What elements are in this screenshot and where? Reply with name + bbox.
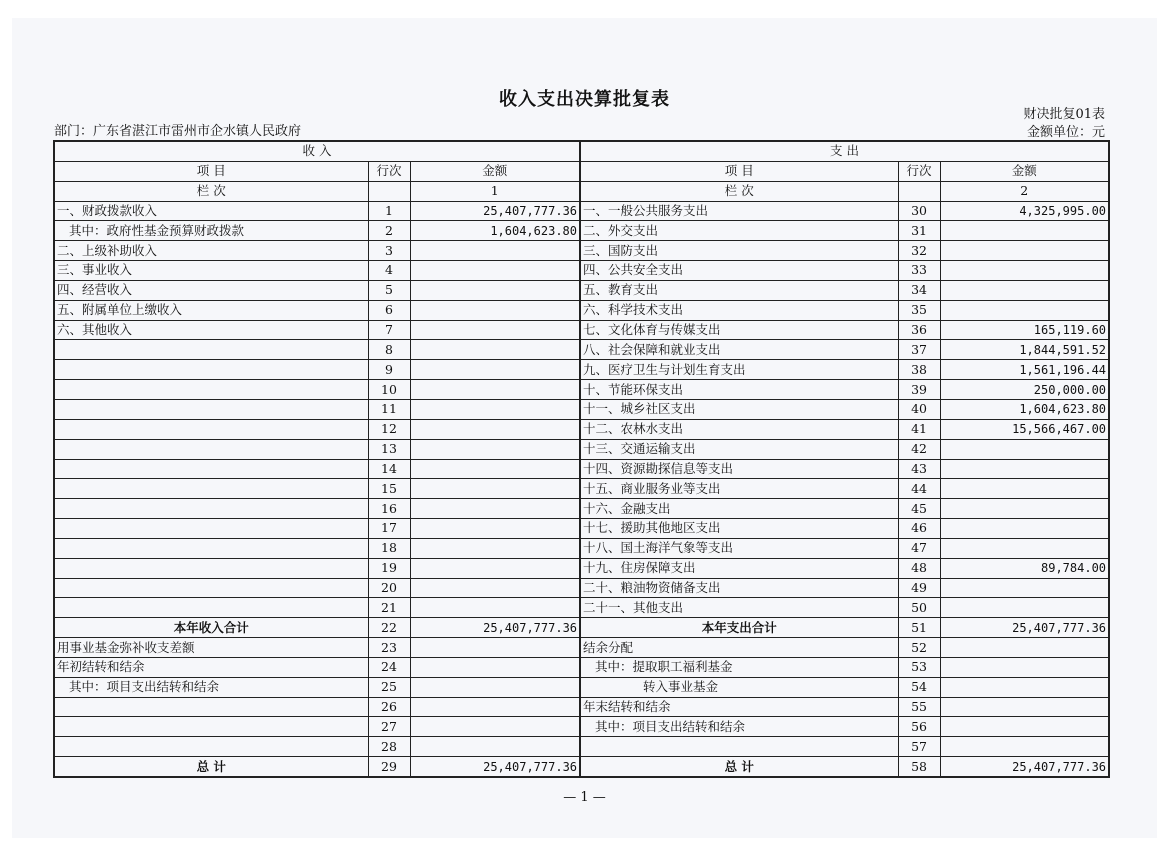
expense-amount-cell: 4,325,995.00 (940, 201, 1109, 221)
income-rowno-cell: 9 (368, 360, 410, 380)
income-item-cell: 一、财政拨款收入 (54, 201, 368, 221)
expense-rowno-cell: 39 (898, 380, 940, 400)
expense-rowno-cell: 49 (898, 578, 940, 598)
expense-item-cell: 十五、商业服务业等支出 (580, 479, 898, 499)
income-amount-cell: 1,604,623.80 (410, 221, 580, 241)
table-row (54, 757, 1109, 777)
income-rowno-header: 行次 (368, 161, 410, 181)
expense-item-cell: 本年支出合计 (580, 618, 898, 638)
income-item-cell (54, 697, 368, 717)
expense-rowno-cell: 42 (898, 439, 940, 459)
form-id: 财决批复01表 (1023, 107, 1105, 122)
table-row (54, 320, 1109, 340)
expense-rowno-cell: 30 (898, 201, 940, 221)
income-amount-cell (410, 261, 580, 281)
income-item-cell (54, 399, 368, 419)
expense-amount-cell: 165,119.60 (940, 320, 1109, 340)
expense-rowno-cell: 58 (898, 757, 940, 777)
income-column-blank (368, 181, 410, 201)
expense-rowno-cell: 54 (898, 677, 940, 697)
expense-amount-cell (940, 598, 1109, 618)
income-rowno-cell: 8 (368, 340, 410, 360)
table-row (54, 697, 1109, 717)
expense-item-cell: 十七、援助其他地区支出 (580, 519, 898, 539)
expense-amount-cell (940, 439, 1109, 459)
expense-item-cell (580, 737, 898, 757)
income-amount-cell (410, 558, 580, 578)
table-row (54, 519, 1109, 539)
table-row (54, 558, 1109, 578)
table-row (54, 340, 1109, 360)
expense-amount-cell (940, 737, 1109, 757)
expense-amount-cell (940, 280, 1109, 300)
table-row (54, 459, 1109, 479)
expense-amount-cell (940, 459, 1109, 479)
expense-header: 支 出 (580, 141, 1109, 161)
income-rowno-cell: 12 (368, 419, 410, 439)
table-row (54, 399, 1109, 419)
income-amount-cell (410, 657, 580, 677)
table-row (54, 638, 1109, 658)
expense-item-cell: 结余分配 (580, 638, 898, 658)
income-rowno-cell: 22 (368, 618, 410, 638)
expense-rowno-cell: 56 (898, 717, 940, 737)
income-item-cell: 其中：项目支出结转和结余 (54, 677, 368, 697)
income-rowno-cell: 11 (368, 399, 410, 419)
income-amount-cell (410, 677, 580, 697)
income-rowno-cell: 7 (368, 320, 410, 340)
expense-item-cell: 其中：提取职工福利基金 (580, 657, 898, 677)
page-number: — 1 — (563, 790, 606, 805)
expense-item-cell: 四、公共安全支出 (580, 261, 898, 281)
table-row (54, 380, 1109, 400)
income-rowno-cell: 4 (368, 261, 410, 281)
income-amount-cell (410, 399, 580, 419)
expense-rowno-cell: 33 (898, 261, 940, 281)
income-item-cell: 总 计 (54, 757, 368, 777)
income-amount-cell (410, 538, 580, 558)
expense-rowno-cell: 48 (898, 558, 940, 578)
expense-item-cell: 二、外交支出 (580, 221, 898, 241)
income-amount-cell (410, 697, 580, 717)
income-item-cell (54, 439, 368, 459)
income-amount-cell (410, 360, 580, 380)
expense-rowno-cell: 34 (898, 280, 940, 300)
expense-item-cell: 十二、农林水支出 (580, 419, 898, 439)
income-item-cell (54, 459, 368, 479)
expense-amount-cell: 250,000.00 (940, 380, 1109, 400)
expense-rowno-cell: 37 (898, 340, 940, 360)
department-label: 部门：广东省湛江市雷州市企水镇人民政府 (54, 124, 302, 139)
table-row (54, 241, 1109, 261)
income-rowno-cell: 23 (368, 638, 410, 658)
income-header: 收 入 (54, 141, 580, 161)
table-row (54, 360, 1109, 380)
table-row (54, 578, 1109, 598)
header-row-sections (54, 141, 1109, 161)
expense-amount-header: 金额 (940, 161, 1109, 181)
table-row (54, 280, 1109, 300)
expense-rowno-cell: 44 (898, 479, 940, 499)
income-item-cell: 本年收入合计 (54, 618, 368, 638)
income-rowno-cell: 29 (368, 757, 410, 777)
income-amount-cell: 25,407,777.36 (410, 201, 580, 221)
income-item-cell: 其中：政府性基金预算财政拨款 (54, 221, 368, 241)
expense-amount-cell: 89,784.00 (940, 558, 1109, 578)
income-rowno-cell: 28 (368, 737, 410, 757)
expense-item-cell: 二十一、其他支出 (580, 598, 898, 618)
income-item-cell (54, 380, 368, 400)
income-amount-cell: 25,407,777.36 (410, 618, 580, 638)
income-rowno-cell: 26 (368, 697, 410, 717)
income-item-cell (54, 578, 368, 598)
income-item-cell: 二、上级补助收入 (54, 241, 368, 261)
expense-rowno-cell: 51 (898, 618, 940, 638)
income-amount-cell (410, 419, 580, 439)
income-item-cell: 用事业基金弥补收支差额 (54, 638, 368, 658)
table-row (54, 300, 1109, 320)
income-amount-cell (410, 300, 580, 320)
income-item-cell (54, 519, 368, 539)
expense-column-label: 栏 次 (580, 181, 898, 201)
expense-item-cell: 十八、国土海洋气象等支出 (580, 538, 898, 558)
expense-rowno-header: 行次 (898, 161, 940, 181)
expense-rowno-cell: 32 (898, 241, 940, 261)
income-item-cell (54, 598, 368, 618)
income-amount-cell (410, 578, 580, 598)
expense-amount-cell (940, 519, 1109, 539)
expense-amount-cell (940, 538, 1109, 558)
expense-amount-cell (940, 241, 1109, 261)
expense-amount-cell: 25,407,777.36 (940, 757, 1109, 777)
table-row (54, 261, 1109, 281)
income-amount-cell (410, 638, 580, 658)
table-row (54, 221, 1109, 241)
income-amount-cell (410, 737, 580, 757)
income-rowno-cell: 27 (368, 717, 410, 737)
income-rowno-cell: 18 (368, 538, 410, 558)
income-amount-cell (410, 241, 580, 261)
income-rowno-cell: 16 (368, 499, 410, 519)
expense-column-number: 2 (940, 181, 1109, 201)
expense-item-cell: 二十、粮油物资储备支出 (580, 578, 898, 598)
income-amount-cell (410, 340, 580, 360)
income-amount-cell (410, 280, 580, 300)
income-amount-cell (410, 459, 580, 479)
income-rowno-cell: 21 (368, 598, 410, 618)
income-item-cell (54, 340, 368, 360)
expense-rowno-cell: 55 (898, 697, 940, 717)
income-item-cell (54, 499, 368, 519)
expense-rowno-cell: 53 (898, 657, 940, 677)
expense-rowno-cell: 35 (898, 300, 940, 320)
expense-item-cell: 十六、金融支出 (580, 499, 898, 519)
expense-rowno-cell: 31 (898, 221, 940, 241)
income-item-cell (54, 717, 368, 737)
expense-amount-cell: 1,561,196.44 (940, 360, 1109, 380)
expense-item-cell: 十、节能环保支出 (580, 380, 898, 400)
table-row (54, 618, 1109, 638)
income-amount-cell: 25,407,777.36 (410, 757, 580, 777)
income-rowno-cell: 13 (368, 439, 410, 459)
income-item-cell: 四、经营收入 (54, 280, 368, 300)
income-rowno-cell: 1 (368, 201, 410, 221)
expense-item-cell: 十三、交通运输支出 (580, 439, 898, 459)
income-amount-cell (410, 439, 580, 459)
settlement-table (53, 140, 1110, 778)
expense-item-cell: 转入事业基金 (580, 677, 898, 697)
table-row (54, 419, 1109, 439)
amount-unit: 金额单位：元 (1026, 125, 1105, 140)
expense-item-cell: 一、一般公共服务支出 (580, 201, 898, 221)
expense-item-cell: 十一、城乡社区支出 (580, 399, 898, 419)
expense-amount-cell (940, 717, 1109, 737)
expense-rowno-cell: 52 (898, 638, 940, 658)
expense-amount-cell (940, 479, 1109, 499)
expense-column-blank (898, 181, 940, 201)
income-rowno-cell: 10 (368, 380, 410, 400)
expense-amount-cell (940, 499, 1109, 519)
income-amount-cell (410, 717, 580, 737)
expense-rowno-cell: 43 (898, 459, 940, 479)
income-column-label: 栏 次 (54, 181, 368, 201)
table-row (54, 717, 1109, 737)
expense-rowno-cell: 40 (898, 399, 940, 419)
expense-amount-cell (940, 300, 1109, 320)
table-row (54, 737, 1109, 757)
expense-rowno-cell: 47 (898, 538, 940, 558)
income-amount-cell (410, 479, 580, 499)
income-rowno-cell: 17 (368, 519, 410, 539)
expense-item-cell: 十九、住房保障支出 (580, 558, 898, 578)
expense-amount-cell: 1,604,623.80 (940, 399, 1109, 419)
income-amount-cell (410, 320, 580, 340)
table-row (54, 598, 1109, 618)
income-rowno-cell: 6 (368, 300, 410, 320)
header-row-columns (54, 161, 1109, 181)
expense-item-cell: 五、教育支出 (580, 280, 898, 300)
expense-rowno-cell: 50 (898, 598, 940, 618)
expense-rowno-cell: 45 (898, 499, 940, 519)
income-rowno-cell: 5 (368, 280, 410, 300)
expense-amount-cell: 1,844,591.52 (940, 340, 1109, 360)
expense-item-cell: 六、科学技术支出 (580, 300, 898, 320)
income-amount-cell (410, 598, 580, 618)
income-rowno-cell: 15 (368, 479, 410, 499)
income-item-cell (54, 538, 368, 558)
expense-amount-cell (940, 578, 1109, 598)
income-item-cell (54, 558, 368, 578)
income-amount-cell (410, 519, 580, 539)
table-row (54, 439, 1109, 459)
expense-item-cell: 十四、资源勘探信息等支出 (580, 459, 898, 479)
income-rowno-cell: 20 (368, 578, 410, 598)
table-row (54, 479, 1109, 499)
income-rowno-cell: 14 (368, 459, 410, 479)
expense-rowno-cell: 57 (898, 737, 940, 757)
income-item-cell (54, 737, 368, 757)
income-item-cell (54, 360, 368, 380)
income-column-number: 1 (410, 181, 580, 201)
table-row (54, 677, 1109, 697)
expense-item-cell: 七、文化体育与传媒支出 (580, 320, 898, 340)
income-rowno-cell: 3 (368, 241, 410, 261)
expense-item-cell: 八、社会保障和就业支出 (580, 340, 898, 360)
table-row (54, 657, 1109, 677)
income-item-cell (54, 479, 368, 499)
expense-item-cell: 总 计 (580, 757, 898, 777)
expense-rowno-cell: 36 (898, 320, 940, 340)
expense-amount-cell (940, 657, 1109, 677)
income-amount-header: 金额 (410, 161, 580, 181)
expense-rowno-cell: 38 (898, 360, 940, 380)
expense-rowno-cell: 46 (898, 519, 940, 539)
income-item-cell: 三、事业收入 (54, 261, 368, 281)
table-row (54, 538, 1109, 558)
income-rowno-cell: 19 (368, 558, 410, 578)
income-rowno-cell: 2 (368, 221, 410, 241)
expense-amount-cell (940, 638, 1109, 658)
expense-amount-cell: 25,407,777.36 (940, 618, 1109, 638)
income-item-cell: 五、附属单位上缴收入 (54, 300, 368, 320)
income-rowno-cell: 24 (368, 657, 410, 677)
expense-amount-cell (940, 261, 1109, 281)
expense-item-cell: 三、国防支出 (580, 241, 898, 261)
expense-amount-cell: 15,566,467.00 (940, 419, 1109, 439)
income-item-header: 项 目 (54, 161, 368, 181)
income-item-cell (54, 419, 368, 439)
income-amount-cell (410, 380, 580, 400)
expense-item-cell: 其中：项目支出结转和结余 (580, 717, 898, 737)
expense-amount-cell (940, 697, 1109, 717)
income-item-cell: 六、其他收入 (54, 320, 368, 340)
expense-item-cell: 年末结转和结余 (580, 697, 898, 717)
expense-item-cell: 九、医疗卫生与计划生育支出 (580, 360, 898, 380)
header-row-column-index (54, 181, 1109, 201)
expense-amount-cell (940, 677, 1109, 697)
table-row (54, 499, 1109, 519)
document-title: 收入支出决算批复表 (499, 89, 670, 110)
table-row (54, 201, 1109, 221)
income-amount-cell (410, 499, 580, 519)
income-item-cell: 年初结转和结余 (54, 657, 368, 677)
expense-rowno-cell: 41 (898, 419, 940, 439)
expense-item-header: 项 目 (580, 161, 898, 181)
expense-amount-cell (940, 221, 1109, 241)
income-rowno-cell: 25 (368, 677, 410, 697)
